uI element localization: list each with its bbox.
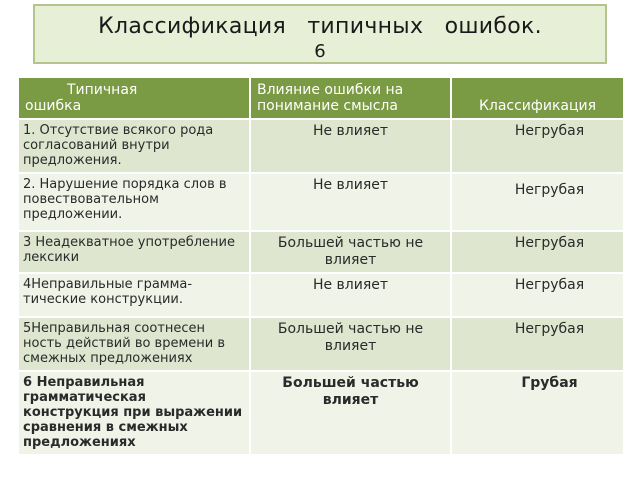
error-cell: 4Неправильные грамма-тические конструкции.: [18, 273, 250, 317]
error-cell: 6 Неправильная грамматическая конструкция при выражении сравнения в смежных предложениях: [18, 371, 250, 455]
title-box: [33, 4, 607, 64]
influence-cell: Большей частью не влияет: [250, 231, 451, 273]
classification-cell: Грубая: [451, 371, 624, 455]
classification-cell: Негрубая: [451, 273, 624, 317]
header-typical-error-line1: Типичная: [67, 82, 138, 98]
error-cell: 3 Неадекватное употребление лексики: [18, 231, 250, 273]
influence-cell: Большей частью влияет: [250, 371, 451, 455]
influence-cell: Не влияет: [250, 173, 451, 231]
table-row: [18, 371, 624, 455]
table-row: [18, 231, 624, 273]
error-cell: 1. Отсутствие всякого рода согласований внутри предложения.: [18, 119, 250, 173]
influence-cell: Большей частью не влияет: [250, 317, 451, 371]
influence-cell: Не влияет: [250, 119, 451, 173]
table-row: [18, 273, 624, 317]
table-row: [18, 317, 624, 371]
page-subtitle-number: 6: [314, 41, 326, 62]
header-influence: Влияние ошибки на понимание смысла: [250, 77, 451, 119]
header-typical-error: [18, 77, 250, 119]
error-cell: 2. Нарушение порядка слов в повествовательном предложении.: [18, 173, 250, 231]
page-title: Классификация типичных ошибок.: [98, 14, 542, 39]
classification-cell: Негрубая: [451, 119, 624, 173]
errors-table: [17, 76, 625, 456]
table-row: [18, 173, 624, 231]
table-row: [18, 119, 624, 173]
header-typical-error-line2: ошибка: [25, 98, 82, 114]
error-cell: 5Неправильная соотнесен ность действий во времени в смежных предложениях: [18, 317, 250, 371]
classification-cell: Негрубая: [451, 231, 624, 273]
influence-cell: Не влияет: [250, 273, 451, 317]
classification-cell: Негрубая: [451, 173, 624, 231]
classification-cell: Негрубая: [451, 317, 624, 371]
header-classification: Классификация: [451, 77, 624, 119]
table-header-row: [18, 77, 624, 119]
